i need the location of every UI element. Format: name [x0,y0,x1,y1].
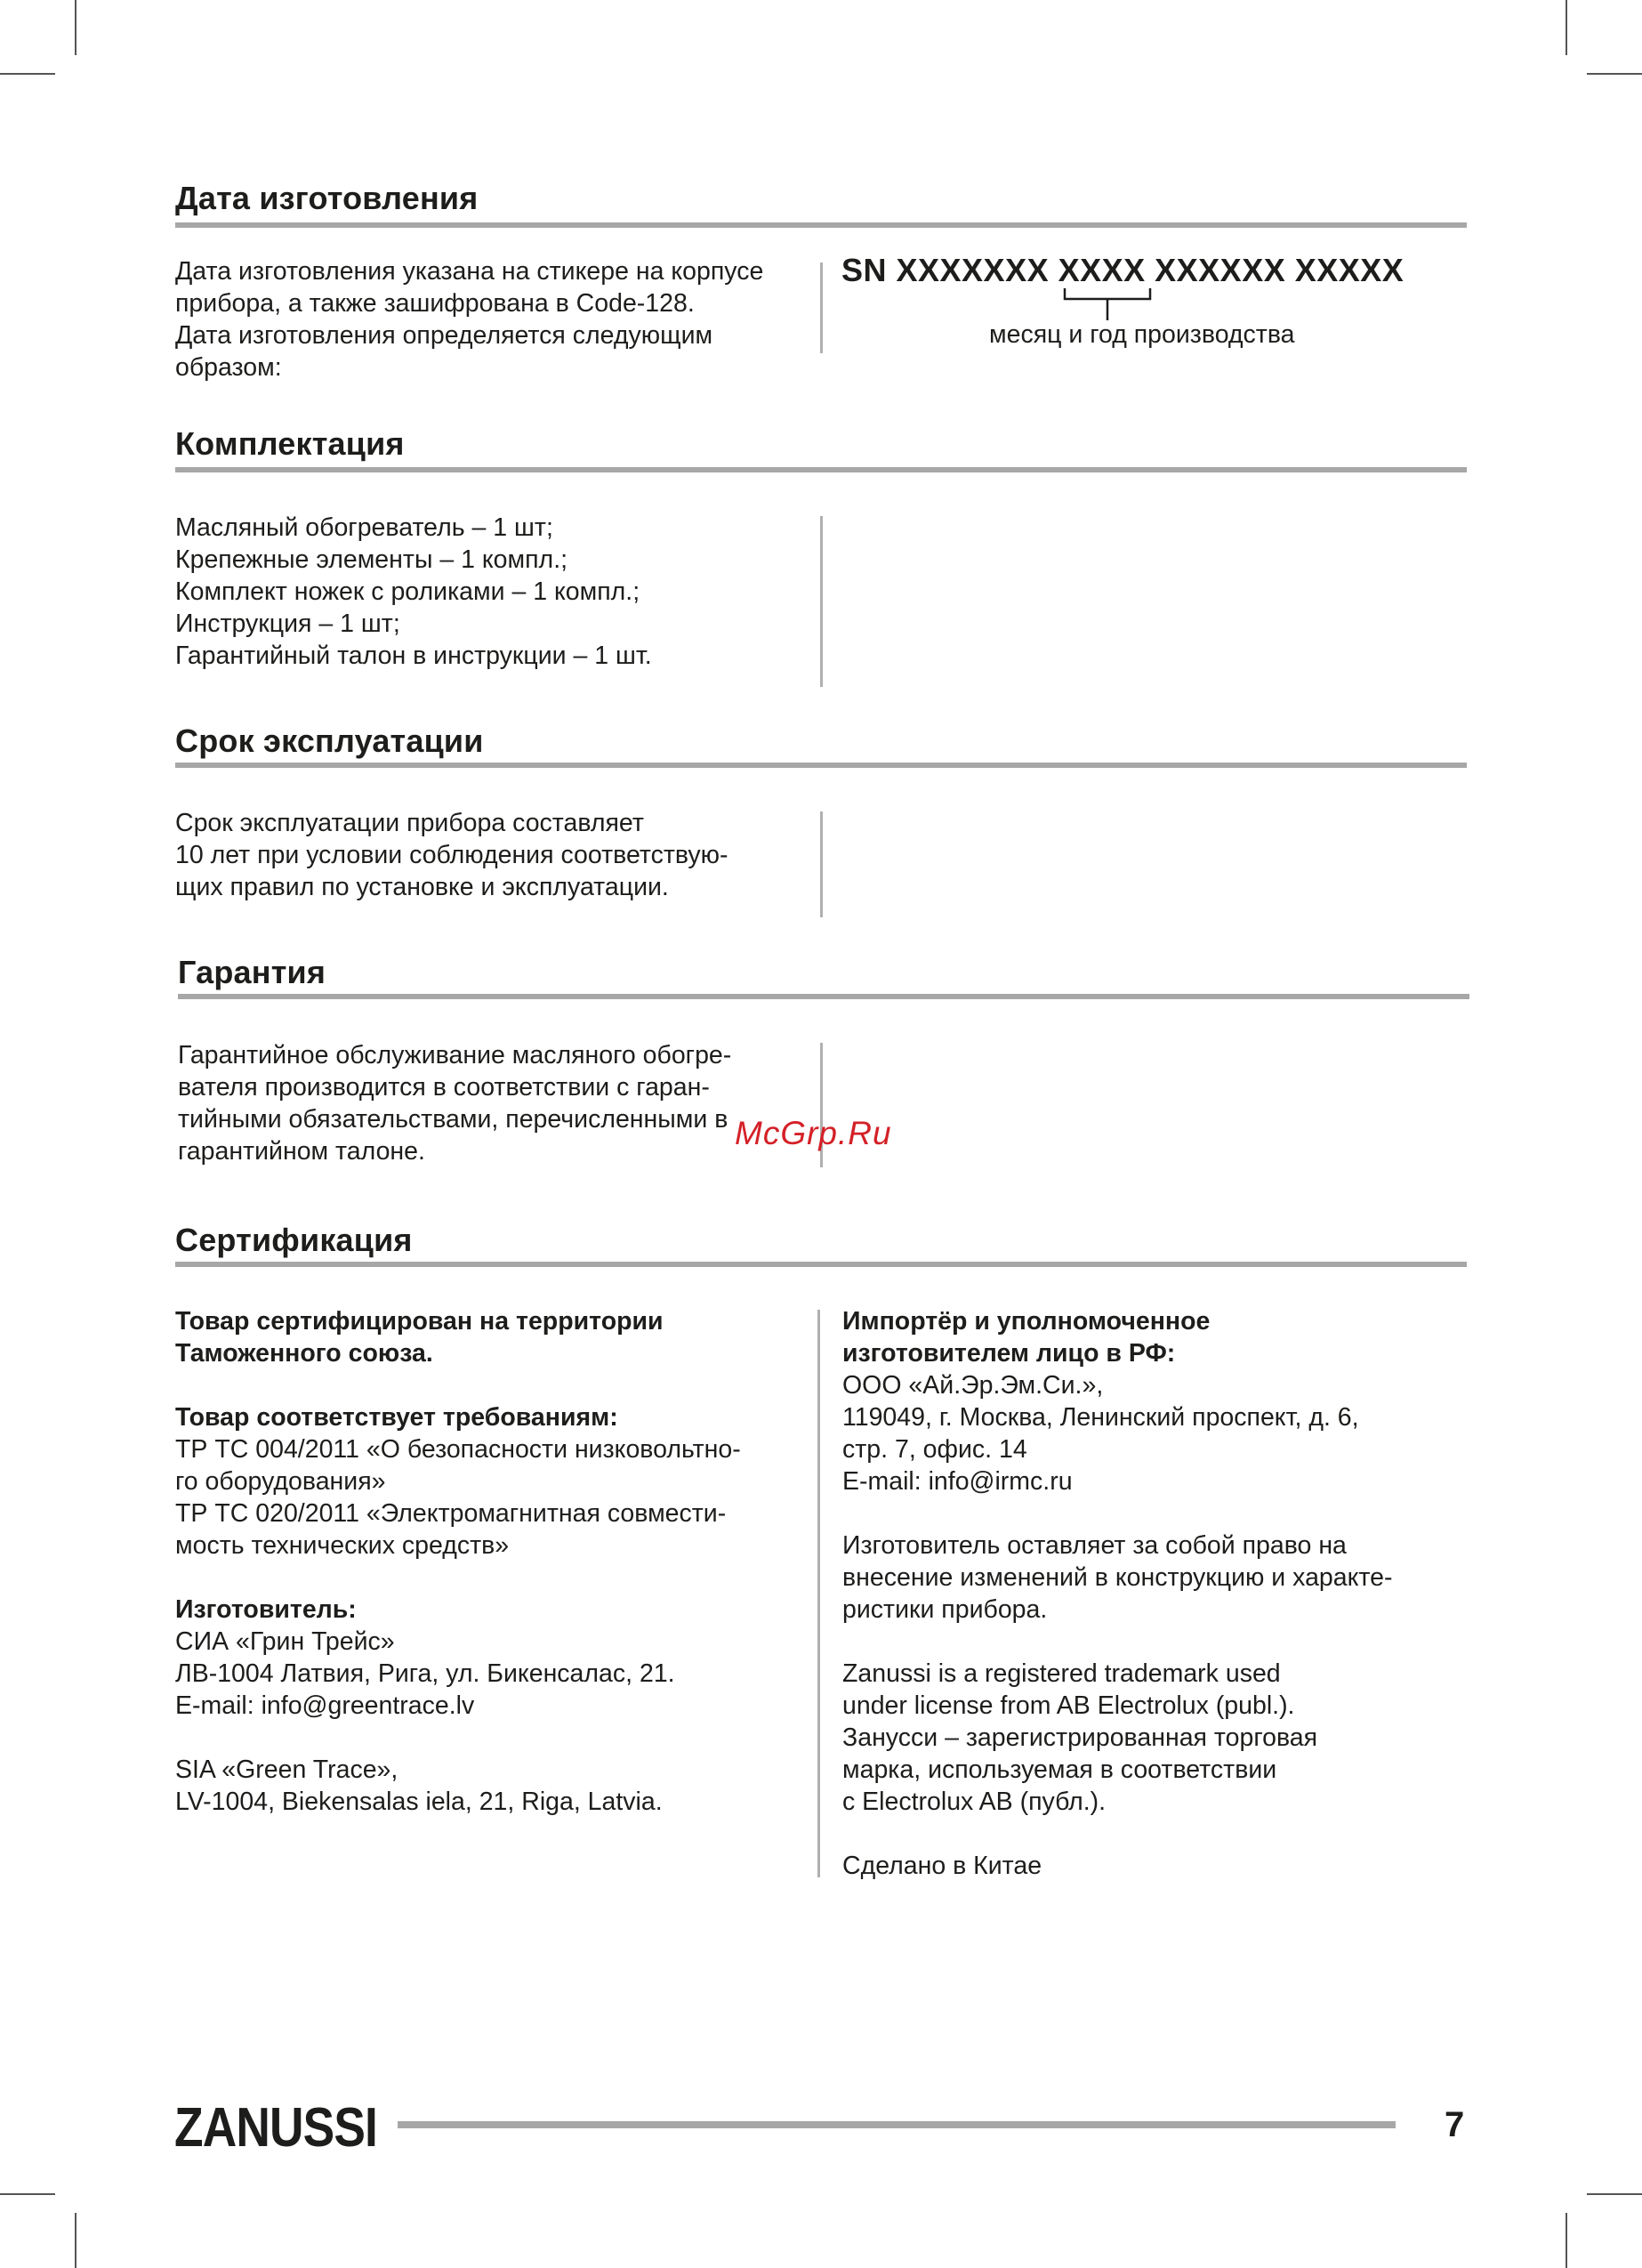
text-line: Срок эксплуатации прибора составляет [175,809,644,837]
trademark-line: Занусси – зарегистрированная торговая [842,1723,1318,1752]
manufacture-date-text [175,255,800,383]
section-rule [178,994,1469,999]
changes-notice-line: Изготовитель оставляет за собой право на [842,1531,1347,1560]
text-line: Дата изготовления определяется следующим [175,321,713,350]
requirement-line: ТР ТС 020/2011 «Электромагнитная совмести- [175,1499,727,1528]
manufacturer-line: SIA «Green Trace», [175,1755,398,1784]
origin-line: Сделано в Китае [842,1852,1042,1880]
column-divider [820,811,823,917]
requirement-line: ТР ТС 004/2011 «О безопасности низковольтно- [175,1435,741,1464]
requirement-line: го оборудования» [175,1467,386,1496]
requirements-heading: Товар соответствует требованиям: [175,1403,618,1432]
crop-mark [0,73,55,75]
certification-left-column [175,1305,800,1818]
importer-line: E-mail: info@irmc.ru [842,1467,1073,1496]
list-item: Комплект ножек с роликами – 1 компл.; [175,577,640,606]
importer-heading: Импортёр и уполномоченное [842,1307,1211,1336]
section-title-manufacture-date: Дата изготовления [175,180,479,216]
trademark-line: under license from AB Electrolux (publ.). [842,1691,1295,1720]
text-line: щих правил по установке и эксплуатации. [175,873,669,901]
section-rule [175,467,1467,472]
changes-notice-line: внесение изменений в конструкцию и характе- [842,1563,1393,1592]
section-title-certification: Сертификация [175,1222,413,1258]
trademark-line: Zanussi is a registered trademark used [842,1659,1281,1688]
requirement-line: мость технических средств» [175,1531,510,1560]
list-item: Инструкция – 1 шт; [175,609,400,638]
section-title-package: Комплектация [175,425,405,462]
warranty-text [178,1039,802,1167]
column-divider [817,1310,820,1877]
crop-mark [1587,2193,1642,2195]
certification-right-column [842,1305,1465,1882]
list-item: Гарантийный талон в инструкции – 1 шт. [175,642,652,670]
crop-mark [0,2193,55,2195]
crop-mark [1566,0,1567,55]
page-number: 7 [1445,2105,1465,2144]
crop-mark [75,2213,76,2268]
serial-bracket-icon [1063,287,1152,322]
text-line: 10 лет при условии соблюдения соответствую- [175,841,728,869]
manufacturer-heading: Изготовитель: [175,1595,357,1624]
manufacturer-line: E-mail: info@greentrace.lv [175,1691,475,1720]
crop-mark [75,0,76,55]
manufacturer-line: ЛВ-1004 Латвия, Рига, ул. Бикенсалас, 21. [175,1659,675,1688]
manufacturer-line: LV-1004, Biekensalas iela, 21, Riga, Latvia. [175,1788,663,1816]
section-rule [175,222,1467,228]
text-line: вателя производится в соответствии с гаран- [178,1073,710,1102]
certified-heading: Товар сертифицирован на территории [175,1307,664,1336]
text-line: тийными обязательствами, перечисленными в [178,1105,728,1134]
trademark-line: марка, используемая в соответствии [842,1755,1277,1784]
text-line: образом: [175,353,282,382]
list-item: Крепежные элементы – 1 компл.; [175,545,568,574]
section-rule [175,763,1467,768]
text-line: Гарантийное обслуживание масляного обогре- [178,1041,732,1069]
serial-caption: месяц и год производства [989,320,1295,349]
column-divider [820,516,823,687]
zanussi-logo: ZANUSSI [174,2097,378,2159]
text-line: Дата изготовления указана на стикере на корпусе [175,257,764,286]
certified-heading: Таможенного союза. [175,1339,433,1368]
watermark: McGrp.Ru [735,1115,892,1151]
importer-line: 119049, г. Москва, Ленинский проспект, д. 6, [842,1403,1359,1432]
changes-notice-line: ристики прибора. [842,1595,1048,1624]
crop-mark [1566,2213,1567,2268]
importer-line: ООО «Ай.Эр.Эм.Си.», [842,1371,1104,1400]
service-life-text [175,807,800,903]
text-line: гарантийном талоне. [178,1137,425,1166]
section-rule [175,1262,1467,1267]
package-list [175,512,800,672]
section-title-warranty: Гарантия [178,954,326,990]
text-line: прибора, а также зашифрована в Code-128. [175,289,695,318]
importer-heading: изготовителем лицо в РФ: [842,1339,1176,1368]
importer-line: стр. 7, офис. 14 [842,1435,1027,1464]
trademark-line: с Electrolux AB (публ.). [842,1788,1107,1816]
column-divider [820,262,823,353]
serial-number-format: SN XXXXXXX XXXX XXXXXX XXXXX [841,252,1405,288]
manufacturer-line: СИА «Грин Трейс» [175,1627,395,1656]
crop-mark [1587,73,1642,75]
footer-rule [398,2121,1396,2128]
list-item: Масляный обогреватель – 1 шт; [175,513,553,542]
section-title-service-life: Срок эксплуатации [175,722,484,759]
